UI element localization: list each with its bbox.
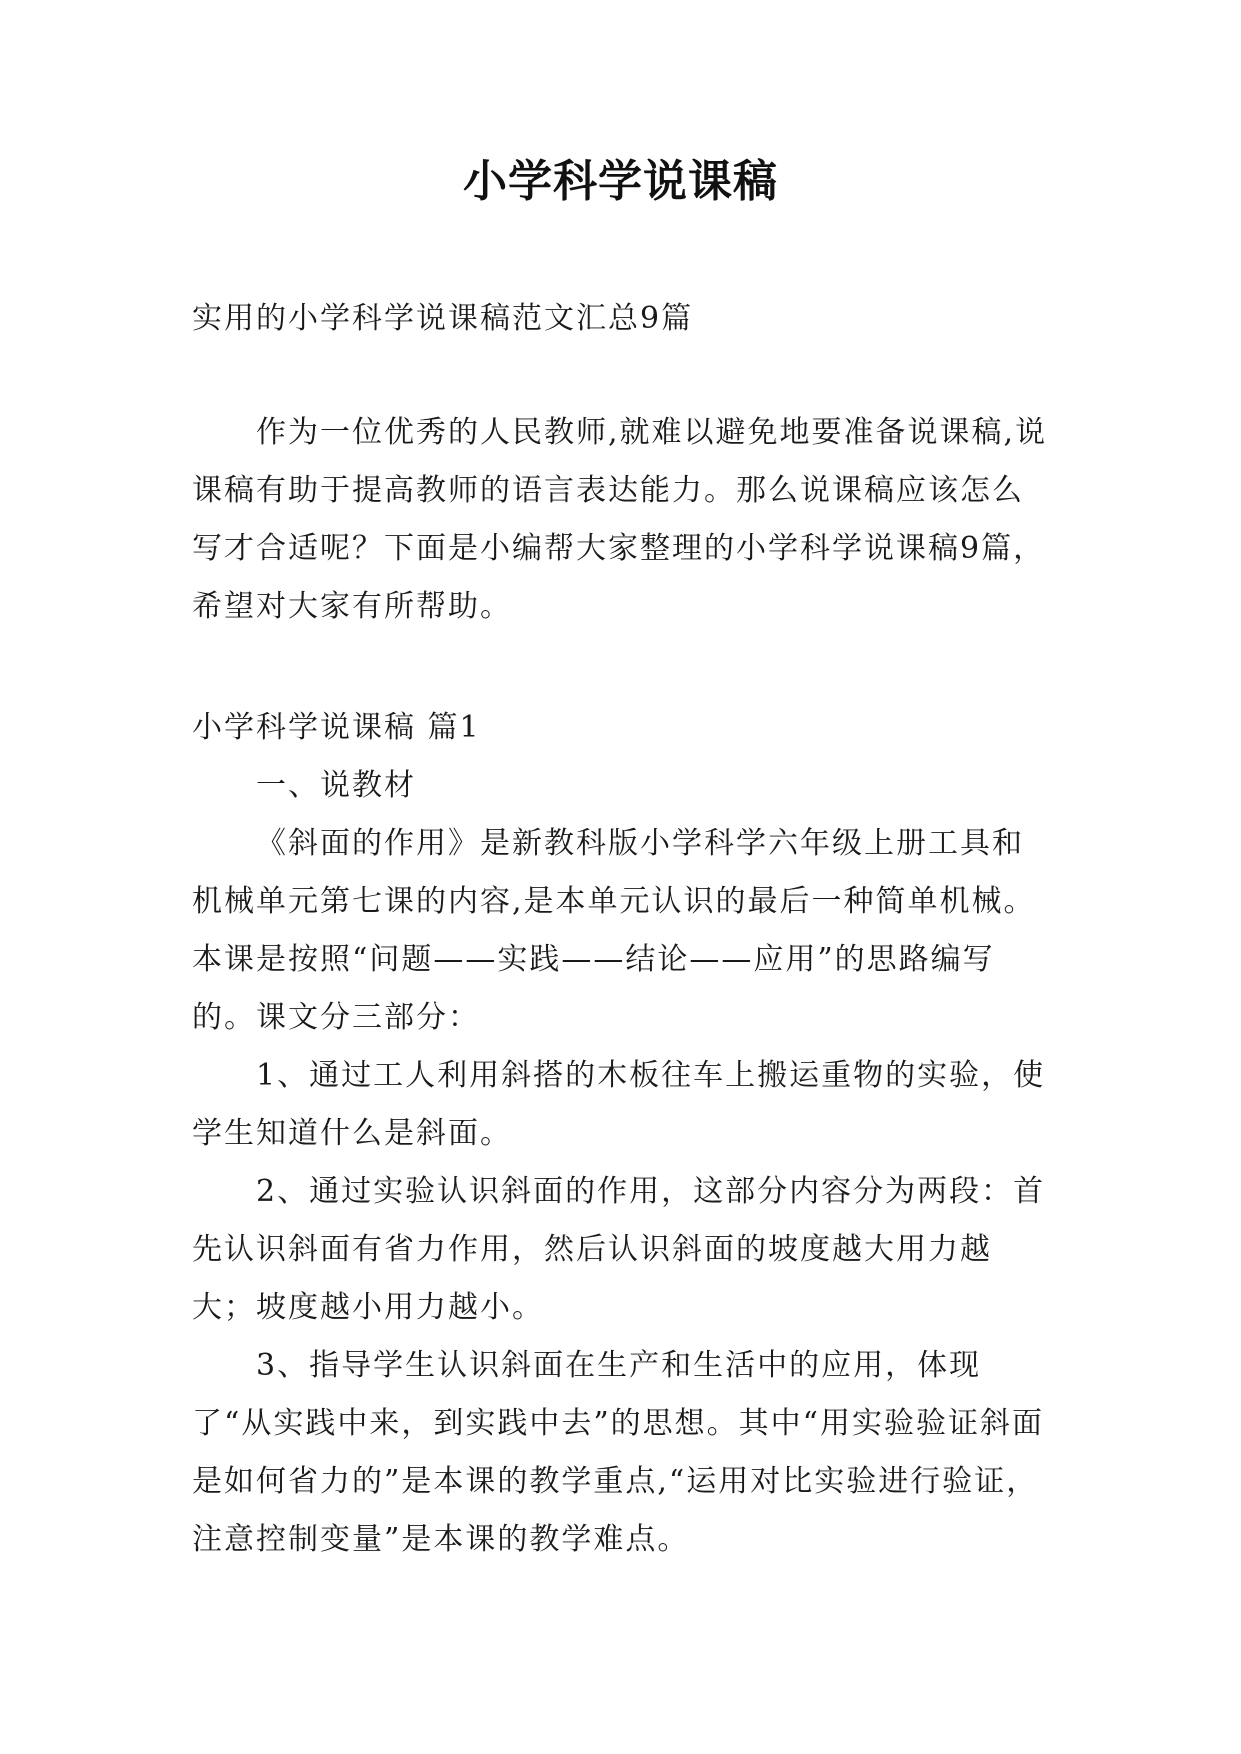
section-heading: 小学科学说课稿 篇1 [192, 710, 481, 745]
intro-paragraph: 作为一位优秀的人民教师,就难以避免地要准备说课稿,说课稿有助于提高教师的语言表达能力。那么说课稿应该怎么写才合适呢？下面是小编帮大家整理的小学科学说课稿9篇，希望对大家有所帮助。 [192, 415, 1048, 624]
section-paragraph: 3、指导学生认识斜面在生产和生活中的应用，体现了“从实践中来，到实践中去”的思想。其中“用实验验证斜面是如何省力的”是本课的教学重点,“运用对比实验进行验证，注意控制变量”是本课的教学难点。 [192, 1348, 1045, 1557]
section-1 [192, 699, 1054, 1569]
subtitle-text: 实用的小学科学说课稿范文汇总9篇 [192, 301, 694, 336]
intro-section [192, 404, 1054, 636]
document-subtitle [192, 290, 1054, 348]
section-paragraph: 《斜面的作用》是新教科版小学科学六年级上册工具和机械单元第七课的内容,是本单元认识的最后一种简单机械。本课是按照“问题——实践——结论——应用”的思路编写的。课文分三部分： [192, 826, 1036, 1035]
section-paragraph: 2、通过实验认识斜面的作用，这部分内容分为两段：首先认识斜面有省力作用，然后认识斜面的坡度越大用力越大；坡度越小用力越小。 [192, 1174, 1046, 1325]
section-paragraph: 一、说教材 [256, 768, 416, 803]
document-title: 小学科学说课稿 [463, 156, 778, 207]
section-paragraph: 1、通过工人利用斜搭的木板往车上搬运重物的实验，使学生知道什么是斜面。 [192, 1058, 1046, 1151]
